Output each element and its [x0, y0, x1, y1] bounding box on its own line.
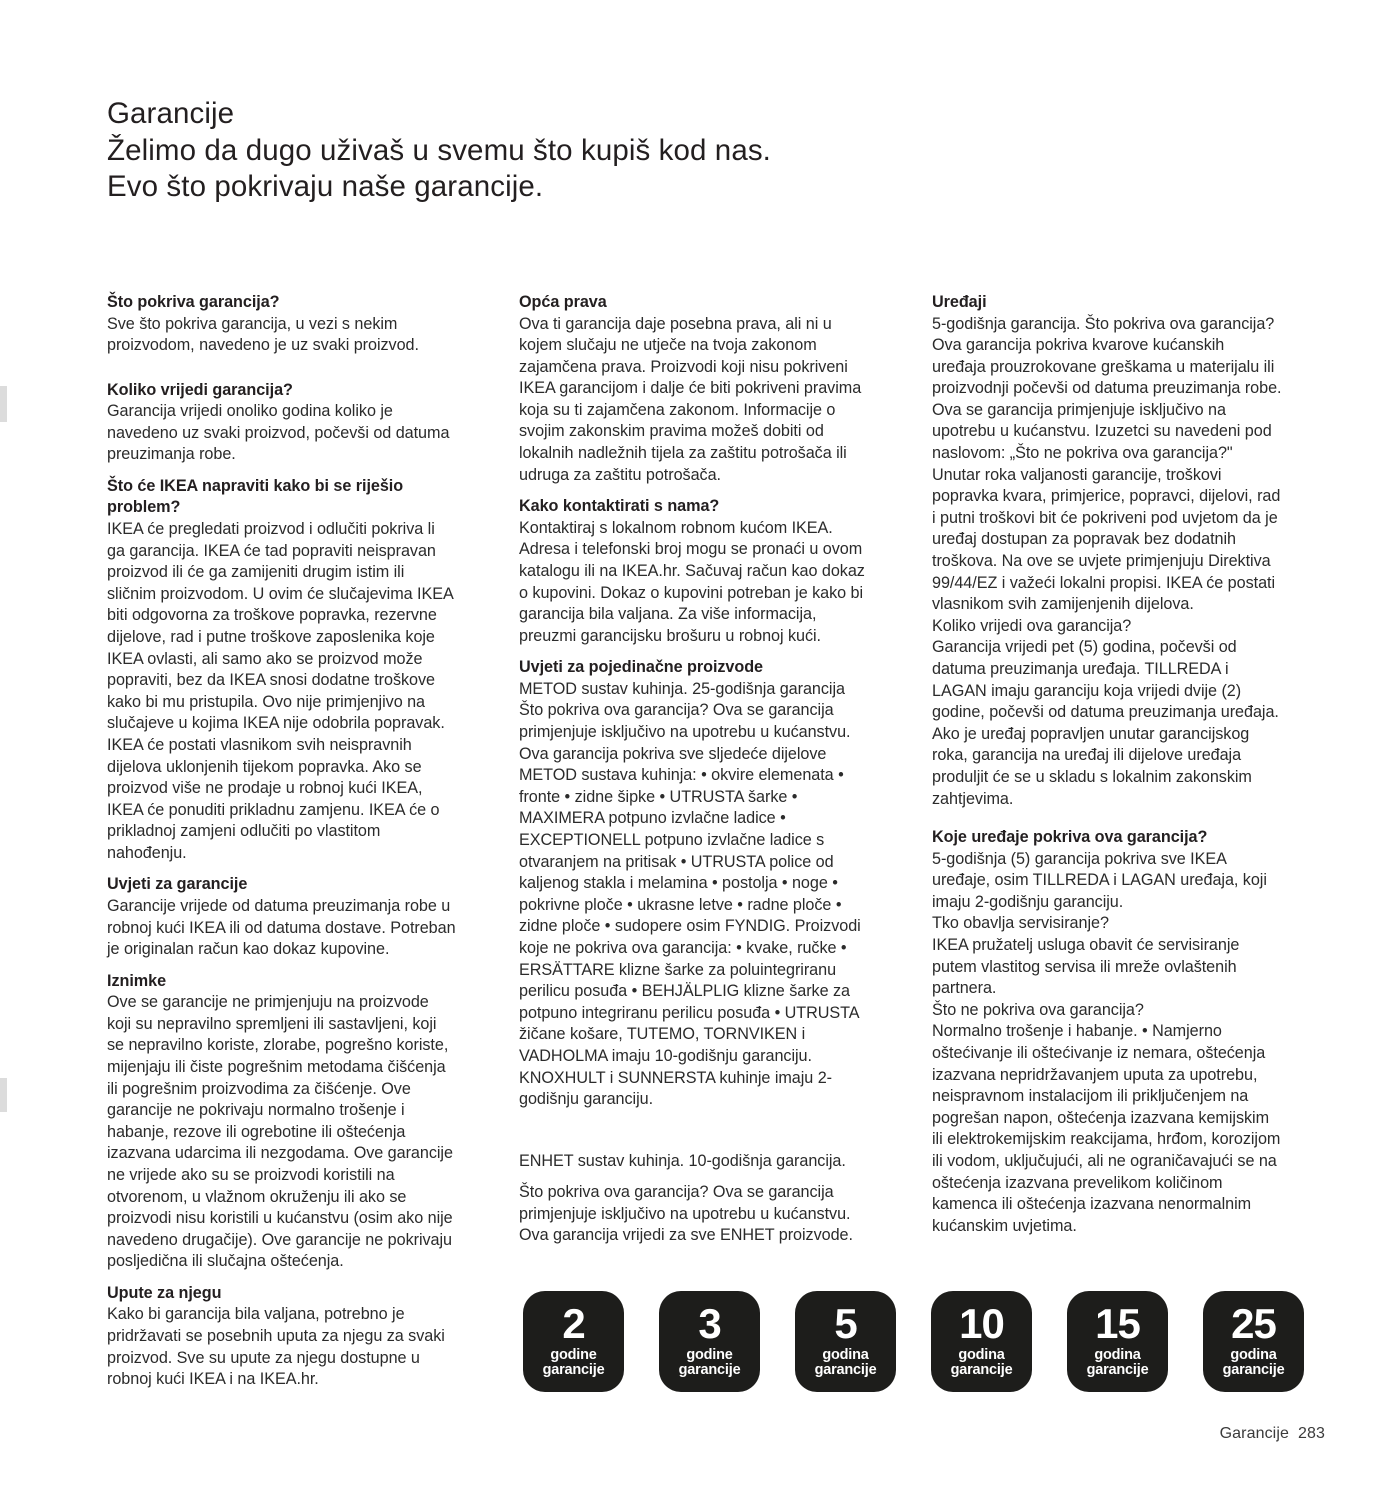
section-heading-sto-pokriva-garancija: Što pokriva garancija?: [107, 293, 280, 311]
warranty-badge-2-years: [523, 1291, 624, 1392]
section-body-uvjeti-za-garancije: Garancije vrijede od datuma preuzimanja robe u robnoj kući IKEA ili od datuma dostave. Potreban je originalan račun kao dokaz kupovine.: [107, 896, 456, 959]
warranty-badge-15-years: [1067, 1291, 1168, 1392]
section-heading-uvjeti-za-garancije: Uvjeti za garancije: [107, 875, 248, 894]
warranty-badge-3-years: [659, 1291, 760, 1392]
section-body-sto-ne-pokriva-question: Što ne pokriva ova garancija?: [932, 1000, 1144, 1019]
warranty-badge-unit: godina: [1230, 1347, 1277, 1363]
warranty-badge-word: garancije: [950, 1362, 1013, 1378]
section-heading-koliko-vrijedi-garancija: Koliko vrijedi garancija?: [107, 380, 293, 399]
warranty-badge-word: garancije: [814, 1362, 877, 1378]
warranty-badge-number: 2: [562, 1300, 585, 1347]
section-body-koliko-vrijedi-ova-garancija-question: Koliko vrijedi ova garancija?: [932, 616, 1132, 635]
warranty-badge-unit: godina: [1094, 1347, 1141, 1363]
section-body-metod-sustav-kuhinja: METOD sustav kuhinja. 25-godišnja garancija Što pokriva ova garancija? Ova se garancija primjenjuje isključivo na upotrebu u kućanstvu. Ova garancija pokriva sve sljedeće dijelove METOD sustava kuhinja: • okvire elemenata • fronte • zidne šipke • UTRUSTA šarke • MAXIMERA potpuno izvlačne ladice • EXCEPTIONELL potpuno izvlačne ladice s otvaranjem na pritisak • UTRUSTA police od kaljenog stakla i melamina • postolja • noge • pokrivne ploče • ukrasne letve • radne ploče • zidne ploče • sudopere osim FYNDIG. Proizvodi koje ne pokriva ova garancija: • kvake, ručke • ERSÄTTARE klizne šarke za poluintegriranu perilicu posuđa • BEHJÄLPLIG klizne šarke za potpuno integriranu perilicu posuđa • UTRUSTA žičane košare, TUTEMO, TORNVIKEN i VADHOLMA imaju 10-godišnju garanciju. KNOXHULT i SUNNERSTA kuhinje imaju 2-godišnju garanciju.: [519, 679, 861, 1109]
column-one: [107, 292, 457, 1391]
section-body-enhet-detail: Što pokriva ova garancija? Ova se garancija primjenjuje isključivo na upotrebu u kućanstvu. Ova garancija vrijedi za sve ENHET proizvode.: [519, 1183, 853, 1245]
warranty-badge-number: 3: [698, 1300, 721, 1347]
section-heading-iznimke: Iznimke: [107, 971, 167, 990]
warranty-badge-row: [523, 1291, 1323, 1395]
footer-section-label: Garancije: [1219, 1425, 1289, 1442]
section-body-sto-ce-ikea-napraviti: IKEA će pregledati proizvod i odlučiti pokriva li ga garancija. IKEA će tad popraviti neispravan proizvod ili će ga zamijeniti drugim istim ili sličnim proizvodom. U ovim će slučajevima IKEA biti odgovorna za troškove popravka, rezervne dijelove, rad i putne troškove zaposlenika koje IKEA ovlasti, ali samo ako se proizvod može popraviti, bez da IKEA snosi dodatne troškove kako bi mu pristupila. Ovo nije primjenjivo na slučajeve u kojima IKEA nije odobrila popravak. IKEA će postati vlasnikom svih neispravnih dijelova uklonjenih tijekom popravka. Ako se proizvod više ne prodaje u robnoj kući IKEA, IKEA će ponuditi prikladnu zamjenu. IKEA će o prikladnoj zamjeni odlučiti po vlastitom nahođenju.: [107, 519, 453, 862]
section-body-sto-ne-pokriva-answer: Normalno trošenje i habanje. • Namjerno oštećivanje ili oštećivanje iz nemara, oštećenja izazvana nepridržavanjem uputa za upotrebu, neispravnom instalacijom ili priključenjem na pogrešan napon, oštećenja izazvana kemijskim ili elektrokemijskim reakcijama, hrđom, korozijom ili vodom, uključujući, ali ne ograničavajući se na oštećenja izazvana prevelikom količinom kamenca ili oštećenja izazvana nenormalnim kućanskim uvjetima.: [932, 1022, 1281, 1235]
section-heading-koje-uredaje-pokriva: Koje uređaje pokriva ova garancija?: [932, 828, 1208, 847]
article-columns: [107, 292, 1307, 1412]
page-bleed-mark-top: [0, 386, 7, 422]
section-body-tko-obavlja-servisiranje-question: Tko obavlja servisiranje?: [932, 914, 1109, 933]
section-heading-upute-za-njegu: Upute za njegu: [107, 1283, 222, 1302]
column-two: [519, 292, 869, 1247]
warranty-badge-number: 5: [834, 1300, 857, 1347]
warranty-badge-unit: godine: [686, 1347, 733, 1363]
page-title: Garancije: [107, 97, 235, 130]
section-body-koje-uredaje-pokriva: 5-godišnja (5) garancija pokriva sve IKEA uređaje, osim TILLREDA i LAGAN uređaja, koji imaju 2-godišnju garanciju.: [932, 849, 1267, 911]
section-body-koliko-vrijedi-ova-garancija-answer: Garancija vrijedi pet (5) godina, počevši od datuma preuzimanja uređaja. TILLREDA i LAGAN imaju garanciju koja vrijedi dvije (2) godine, počevši od datuma preuzimanja uređaja. Ako je uređaj popravljen unutar garancijskog roka, garancija na uređaj ili dijelove uređaja produljit će se u skladu s lokalnim zakonskim zahtjevima.: [932, 638, 1279, 808]
footer-page-number: 283: [1298, 1425, 1325, 1442]
section-body-sto-pokriva-garancija: Sve što pokriva garancija, u vezi s nekim proizvodom, navedeno je uz svaki proizvod.: [107, 314, 419, 355]
page-heading: [107, 96, 1107, 206]
warranty-badge-word: garancije: [678, 1362, 741, 1378]
warranty-badge-5-years: [795, 1291, 896, 1392]
warranty-badge-unit: godine: [550, 1347, 597, 1363]
section-body-kako-kontaktirati: Kontaktiraj s lokalnom robnom kućom IKEA. Adresa i telefonski broj mogu se pronaći u ovom katalogu ili na IKEA.hr. Sačuvaj račun kao dokaz o kupovini. Dokaz o kupovini potreban je kako bi garancija bila valjana. Za više informacija, preuzmi garancijsku brošuru u robnoj kući.: [519, 518, 865, 645]
section-body-uredaji: 5-godišnja garancija. Što pokriva ova garancija? Ova garancija pokriva kvarove kućanskih uređaja prouzrokovane greškama u materijalu ili proizvodnji počevši od datuma preuzimanja robe. Ova se garancija primjenjuje isključivo na upotrebu u kućanstvu. Izuzetci su navedeni pod naslovom: „Što ne pokriva ova garancija?" Unutar roka valjanosti garancije, troškovi popravka kvara, primjerice, popravci, dijelovi, rad i putni troškovi bit će pokriveni pod uvjetom da je uređaj dostupan za popravak bez dodatnih troškova. Na ove se uvjete primjenjuju Direktiva 99/44/EZ i važeći lokalni propisi. IKEA će postati vlasnikom svih zamijenjenih dijelova.: [932, 314, 1282, 614]
warranty-badge-number: 25: [1231, 1300, 1276, 1347]
section-body-koliko-vrijedi-garancija: Garancija vrijedi onoliko godina koliko je navedeno uz svaki proizvod, počevši od datuma preuzimanja robe.: [107, 402, 450, 464]
section-body-enhet-heading-line: ENHET sustav kuhinja. 10-godišnja garancija.: [519, 1151, 846, 1170]
page-subtitle-line-1: Želimo da dugo uživaš u svemu što kupiš kod nas.: [107, 133, 771, 167]
section-heading-opca-prava: Opća prava: [519, 293, 607, 311]
section-heading-uredaji: Uređaji: [932, 293, 987, 311]
section-body-opca-prava: Ova ti garancija daje posebna prava, ali ni u kojem slučaju ne utječe na tvoja zakonom zajamčena prava. Proizvodi koji nisu pokriveni IKEA garancijom i dalje će biti pokriveni pravima koja su ti zajamčena zakonom. Informacije o svojim zakonskim pravima možeš dobiti od lokalnih nadležnih tijela za zaštitu potrošača ili udruga za zaštitu potrošača.: [519, 314, 862, 484]
warranty-badge-word: garancije: [542, 1362, 605, 1378]
warranty-badge-unit: godina: [958, 1347, 1005, 1363]
section-heading-uvjeti-pojedinacne-proizvode: Uvjeti za pojedinačne proizvode: [519, 658, 764, 677]
page-footer: [1220, 1424, 1325, 1444]
warranty-badge-number: 10: [959, 1300, 1004, 1347]
section-body-upute-za-njegu: Kako bi garancija bila valjana, potrebno je pridržavati se posebnih uputa za njegu za svaki proizvod. Sve su upute za njegu dostupne u robnoj kući IKEA i na IKEA.hr.: [107, 1305, 445, 1389]
page-subtitle-line-2: Evo što pokrivaju naše garancije.: [107, 170, 544, 203]
warranty-badge-25-years: [1203, 1291, 1304, 1392]
warranty-badge-number: 15: [1095, 1300, 1140, 1347]
section-body-tko-obavlja-servisiranje-answer: IKEA pružatelj usluga obavit će servisiranje putem vlastitog servisa ili mreže ovlaštenih partnera.: [932, 936, 1240, 998]
page-bleed-mark-bottom: [0, 1078, 7, 1112]
section-heading-sto-ce-ikea-napraviti: Što će IKEA napraviti kako bi se riješio problem?: [107, 476, 404, 517]
warranty-badge-word: garancije: [1086, 1362, 1149, 1378]
section-heading-kako-kontaktirati: Kako kontaktirati s nama?: [519, 497, 720, 516]
section-body-iznimke: Ove se garancije ne primjenjuju na proizvode koji su nepravilno spremljeni ili sastavljeni, koji se nepravilno koriste, zlorabe, pogrešno koriste, mijenjaju ili čiste pogrešnim metodama čišćenja ili pogrešnim proizvodima za čišćenje. Ove garancije ne pokrivaju normalno trošenje i habanje, rezove ili ogrebotine ili oštećenja izazvana udarcima ili nezgodama. Ove garancije ne vrijede ako su se proizvodi koristili na otvorenom, u vlažnom okruženju ili ako se proizvodi nisu koristili u kućanstvu (osim ako nije navedeno drugačije). Ove garancije ne pokrivaju posljedična ili slučajna oštećenja.: [107, 993, 453, 1271]
warranty-badge-unit: godina: [822, 1347, 869, 1363]
warranty-badge-10-years: [931, 1291, 1032, 1392]
column-three: [932, 292, 1282, 1237]
warranty-badge-word: garancije: [1222, 1362, 1285, 1378]
